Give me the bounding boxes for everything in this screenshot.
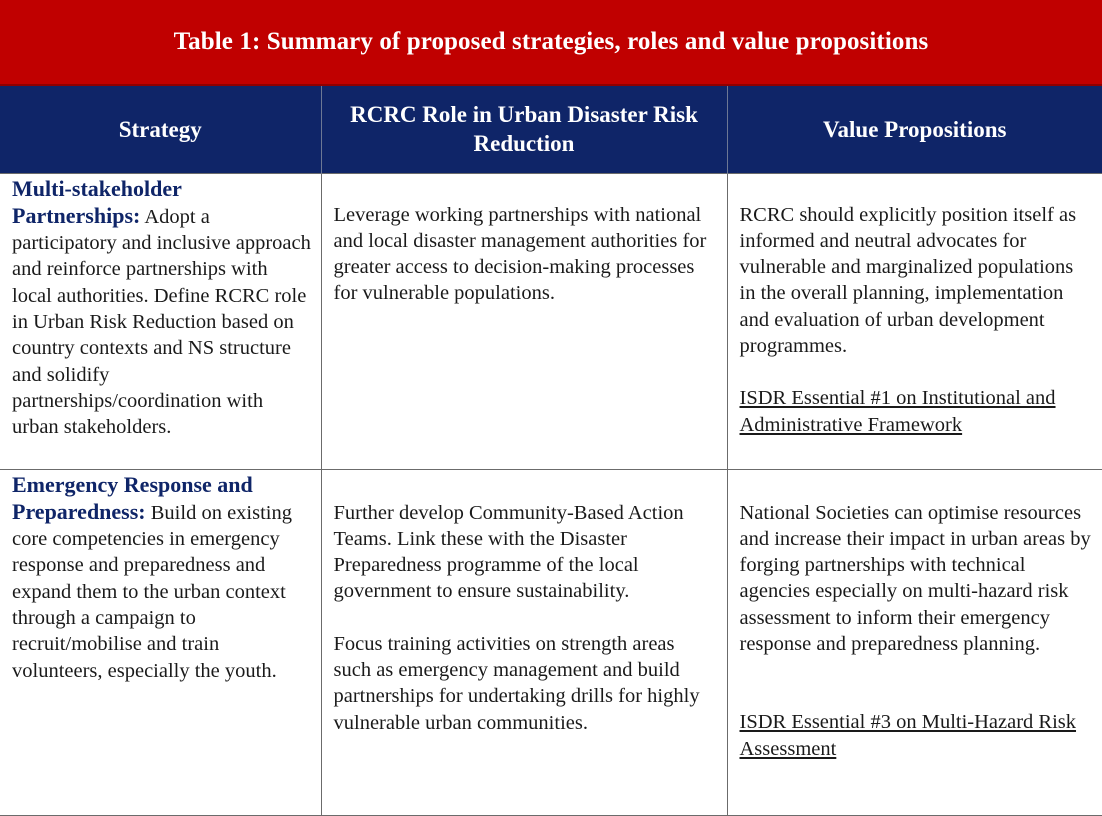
value-text: RCRC should explicitly position itself as informed and neutral advocates for vulnerable and marginalized populations in the overall planning, implementation and evaluation of urban development programmes. [739,203,1077,357]
column-header-value: Value Propositions [727,86,1102,173]
table-row [0,469,1102,815]
strategy-cell [0,173,321,469]
role-paragraph: Focus training activities on strength areas such as emergency management and build partnerships for undertaking drills for highly vulnerable urban communities. [333,632,700,734]
table-header-row [0,86,1102,173]
table-title-bar [0,0,1102,86]
strategy-cell [0,469,321,815]
summary-table [0,86,1102,816]
role-cell [321,173,727,469]
role-paragraph: Leverage working partnerships with national and local disaster management authorities for greater access to decision-making processes for vulnerable populations. [333,203,707,305]
isdr-essential-link[interactable]: ISDR Essential #3 on Multi-Hazard Risk Assessment [739,711,1077,760]
strategy-text: Build on existing core competencies in emergency response and preparedness and expand them to the urban context through a campaign to recruit/mobilise and train volunteers, especially the youth. [12,501,292,682]
strategy-text: Adopt a participatory and inclusive approach and reinforce partnerships with local authorities. Define RCRC role in Urban Risk Reduction based on country contexts and NS structure and solidify partnerships/coordination with urban stakeholders. [12,205,311,439]
value-cell [727,469,1102,815]
table-title: Table 1: Summary of proposed strategies, roles and value propositions [173,28,929,55]
isdr-essential-link[interactable]: ISDR Essential #1 on Institutional and Administrative Framework [739,387,1056,436]
value-text: National Societies can optimise resources and increase their impact in urban areas by forging partnerships with technical agencies especially on multi-hazard risk assessment to inform their emergency response and preparedness planning. [739,501,1091,655]
table-row [0,173,1102,469]
role-paragraph: Further develop Community-Based Action Teams. Link these with the Disaster Preparedness programme of the local government to ensure sustainability. [333,501,684,603]
column-header-strategy: Strategy [0,86,321,173]
column-header-role: RCRC Role in Urban Disaster Risk Reduction [321,86,727,173]
strategy-heading: Multi-stakeholder Partnerships: [12,175,182,228]
value-cell [727,173,1102,469]
strategy-heading: Emergency Response and Preparedness: [12,471,253,524]
role-cell [321,469,727,815]
